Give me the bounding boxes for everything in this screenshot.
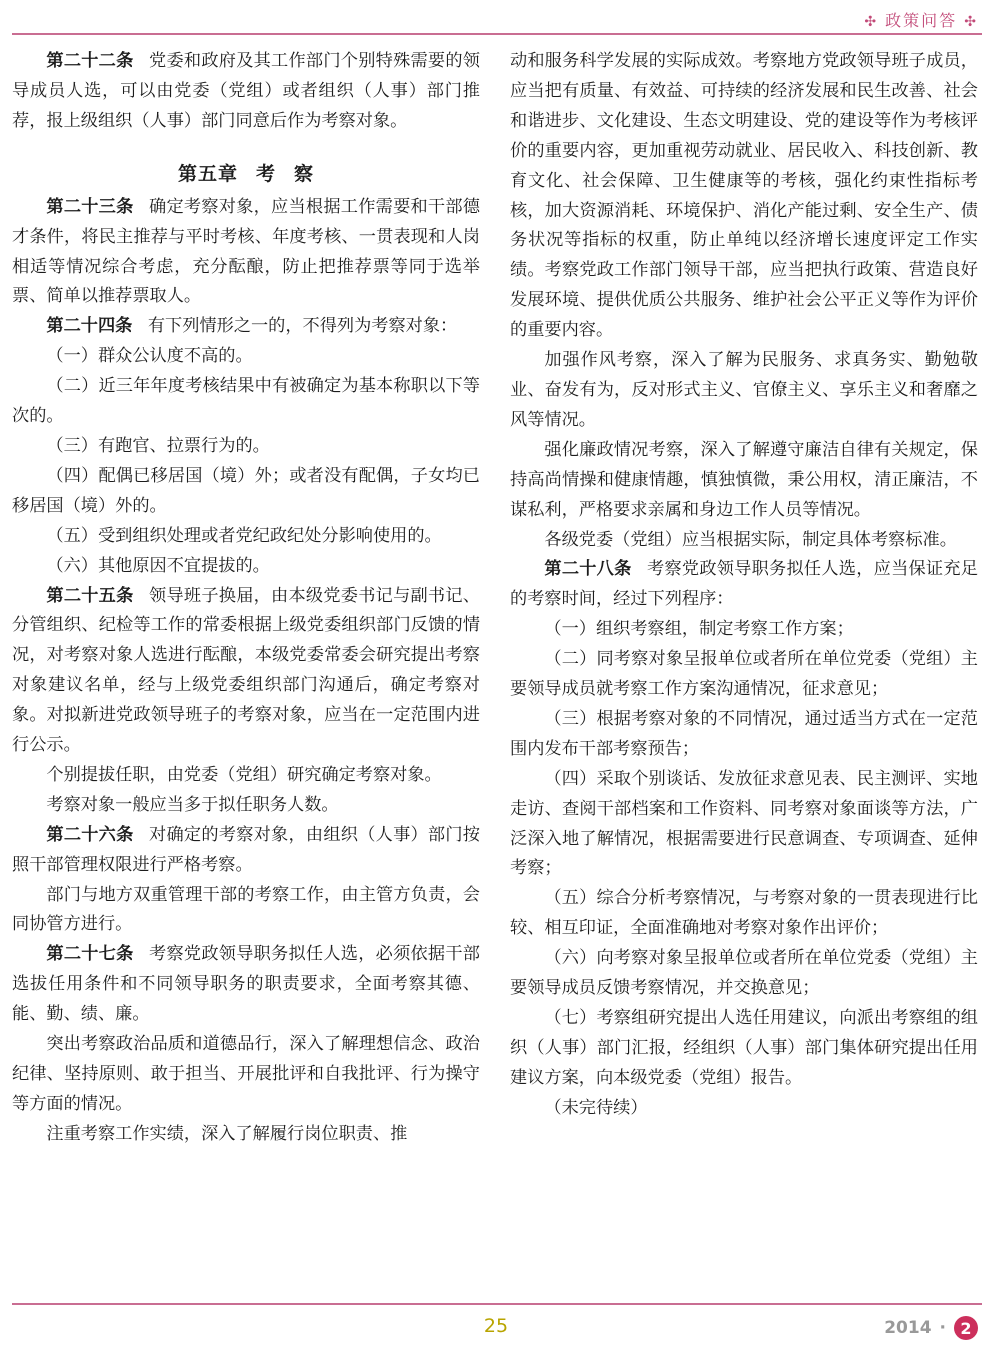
list-item: （六）向考察对象呈报单位或者所在单位党委（党组）主要领导成员反馈考察情况，并交换意见； bbox=[510, 948, 978, 999]
list-item: （七）考察组研究提出人选任用建议，向派出考察组的组织（人事）部门汇报，经组织（人事）部门集体研究提出任用建议方案，向本级党委（党组）报告。 bbox=[510, 1008, 978, 1088]
header-divider bbox=[12, 33, 982, 35]
paragraph: 注重考察工作实绩，深入了解履行岗位职责、推 bbox=[46, 1123, 408, 1144]
ornament-icon: ✣ bbox=[964, 14, 978, 30]
issue-year: 2014 bbox=[884, 1318, 932, 1338]
paragraph: 部门与地方双重管理干部的考察工作，由主管方负责，会同协管方进行。 bbox=[12, 884, 480, 935]
list-item: （四）配偶已移居国（境）外；或者没有配偶，子女均已移居国（境）外的。 bbox=[12, 465, 480, 516]
article-title: 第二十五条 bbox=[46, 585, 134, 606]
list-item: （六）其他原因不宜提拔的。 bbox=[46, 555, 270, 576]
paragraph: 动和服务科学发展的实际成效。考察地方党政领导班子成员，应当把有质量、有效益、可持续的经济发展和民生改善、社会和谐进步、文化建设、生态文明建设、党的建设等作为考核评价的重要内容，更加重视劳动就业、居民收入、科技创新、教育文化、社会保障、卫生健康等的考核，强化约束性指标考核，加大资源消耗、环境保护、消化产能过剩、安全生产、债务状况等指标的权重，防止单纯以经济增长速度评定工作实绩。考察党政工作部门领导干部，应当把执行政策、营造良好发展环境、提供优质公共服务、维护社会公平正义等作为评价的重要内容。 bbox=[510, 51, 978, 341]
list-item: （三）根据考察对象的不同情况，通过适当方式在一定范围内发布干部考察预告； bbox=[510, 708, 978, 759]
article-title: 第二十七条 bbox=[46, 944, 134, 965]
article-title: 第二十六条 bbox=[46, 824, 134, 845]
paragraph: 加强作风考察，深入了解为民服务、求真务实、勤勉敬业、奋发有为，反对形式主义、官僚主义、享乐主义和奢靡之风等情况。 bbox=[510, 350, 978, 430]
list-item: （二）同考察对象呈报单位或者所在单位党委（党组）主要领导成员就考察工作方案沟通情况，征求意见； bbox=[510, 649, 978, 700]
list-item: （一）群众公认度不高的。 bbox=[46, 346, 253, 367]
article-25: 第二十五条 领导班子换届，由本级党委书记与副书记、分管组织、纪检等工作的常委根据上级党委组织部门反馈的情况，对考察对象人选进行酝酿，本级党委常委会研究提出考察对象建议名单，经与上级党委组织部门沟通后，确定考察对象。对拟新进党政领导班子的考察对象，应当在一定范围内进行公示。 bbox=[12, 585, 480, 756]
page-number: 25 bbox=[483, 1315, 509, 1337]
list-item: （二）近三年年度考核结果中有被确定为基本称职以下等次的。 bbox=[12, 376, 480, 427]
list-item: （一）组织考察组，制定考察工作方案； bbox=[544, 619, 854, 640]
right-column bbox=[510, 47, 978, 1124]
article-23: 第二十三条 确定考察对象，应当根据工作需要和干部德才条件，将民主推荐与平时考核、年度考核、一贯表现和人岗相适等情况综合考虑，充分酝酿，防止把推荐票等同于选举票、简单以推荐票取人。 bbox=[12, 196, 480, 307]
issue-separator: · bbox=[939, 1318, 946, 1338]
article-title: 第二十三条 bbox=[46, 196, 134, 217]
ornament-icon: ✣ bbox=[864, 14, 879, 30]
article-22: 第二十二条 党委和政府及其工作部门个别特殊需要的领导成员人选，可以由党委（党组）或者组织（人事）部门推荐，报上级组织（人事）部门同意后作为考察对象。 bbox=[12, 51, 480, 131]
paragraph: 考察对象一般应当多于拟任职务人数。 bbox=[46, 794, 339, 815]
section-title: 政策问答 bbox=[885, 11, 958, 30]
article-title: 第二十四条 bbox=[46, 316, 133, 337]
article-27: 第二十七条 考察党政领导职务拟任人选，必须依据干部选拔任用条件和不同领导职务的职责要求，全面考察其德、能、勤、绩、廉。 bbox=[12, 944, 480, 1025]
paragraph: 个别提拔任职，由党委（党组）研究确定考察对象。 bbox=[46, 764, 442, 785]
paragraph: 强化廉政情况考察，深入了解遵守廉洁自律有关规定，保持高尚情操和健康情趣，慎独慎微，秉公用权，清正廉洁，不谋私利，严格要求亲属和身边工作人员等情况。 bbox=[510, 439, 978, 520]
article-title: 第二十八条 bbox=[544, 559, 632, 580]
issue-label bbox=[884, 1316, 978, 1340]
list-item: （三）有跑官、拉票行为的。 bbox=[46, 435, 270, 456]
article-26: 第二十六条 对确定的考察对象，由组织（人事）部门按照干部管理权限进行严格考察。 bbox=[12, 824, 480, 875]
section-header bbox=[864, 8, 978, 31]
paragraph: 各级党委（党组）应当根据实际，制定具体考察标准。 bbox=[544, 529, 957, 550]
paragraph: 突出考察政治品质和道德品行，深入了解理想信念、政治纪律、坚持原则、敢于担当、开展批评和自我批评、行为操守等方面的情况。 bbox=[12, 1034, 480, 1114]
list-item: （五）受到组织处理或者党纪政纪处分影响使用的。 bbox=[46, 525, 442, 546]
issue-number-badge: 2 bbox=[954, 1316, 978, 1340]
list-item: （五）综合分析考察情况，与考察对象的一贯表现进行比较、相互印证，全面准确地对考察对象作出评价； bbox=[510, 888, 978, 939]
left-column bbox=[12, 47, 480, 1150]
article-28: 第二十八条 考察党政领导职务拟任人选，应当保证充足的考察时间，经过下列程序： bbox=[510, 559, 978, 610]
footer-divider bbox=[12, 1303, 982, 1305]
list-item: （四）采取个别谈话、发放征求意见表、民主测评、实地走访、查阅干部档案和工作资料、同考察对象面谈等方法，广泛深入地了解情况，根据需要进行民意调查、专项调查、延伸考察； bbox=[510, 768, 978, 879]
article-title: 第二十二条 bbox=[46, 51, 134, 71]
article-24: 第二十四条 有下列情形之一的，不得列为考察对象： bbox=[46, 316, 458, 337]
to-be-continued: （未完待续） bbox=[544, 1097, 648, 1118]
chapter-heading: 第五章 考 察 bbox=[177, 162, 315, 185]
